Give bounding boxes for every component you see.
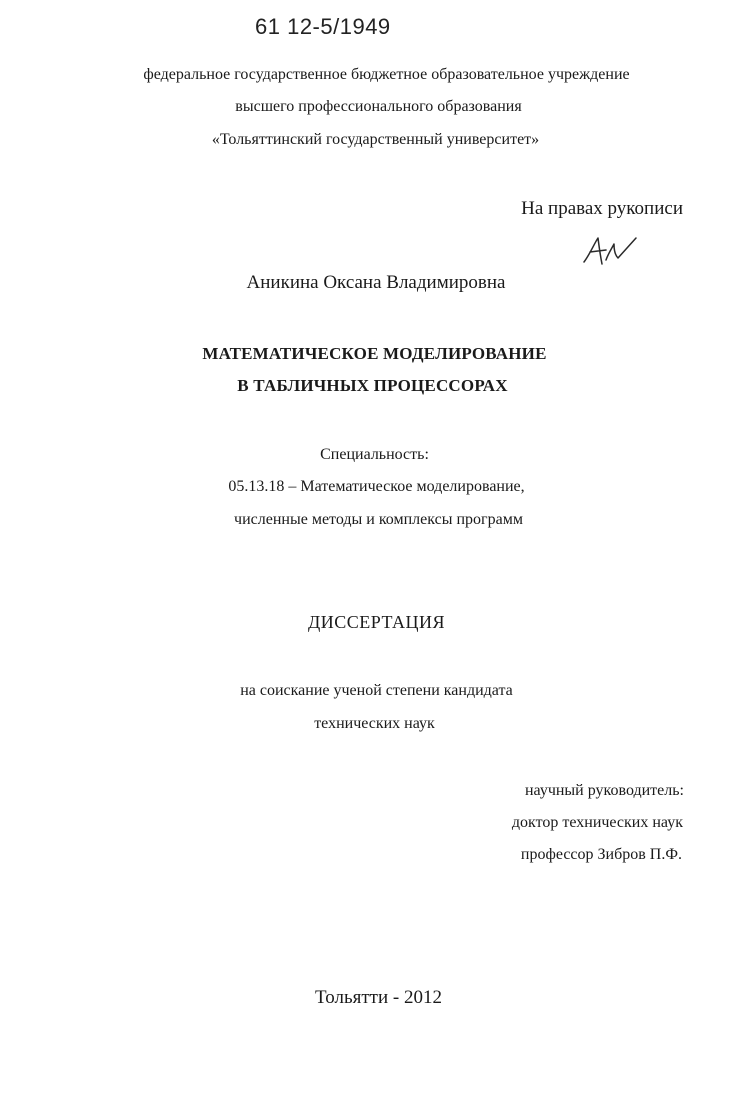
institution-line-1: федеральное государственное бюджетное образовательное учреждение xyxy=(143,66,630,83)
archive-code: 61 12-5/1949 xyxy=(255,14,391,39)
degree-line-1: на соискание ученой степени кандидата xyxy=(240,682,513,699)
institution-line-3: «Тольяттинский государственный университет» xyxy=(211,131,540,148)
specialty-label: Специальность: xyxy=(320,446,429,463)
specialty-line-1: 05.13.18 – Математическое моделирование, xyxy=(228,478,525,495)
title-line-2: В ТАБЛИЧНЫХ ПРОЦЕССОРАХ xyxy=(237,376,508,395)
supervisor-degree: доктор технических наук xyxy=(511,814,683,831)
city-year: Тольятти - 2012 xyxy=(315,987,442,1008)
supervisor-name: профессор Зибров П.Ф. xyxy=(520,846,682,863)
manuscript-note: На правах рукописи xyxy=(521,198,683,219)
document-type: ДИССЕРТАЦИЯ xyxy=(307,612,446,632)
specialty-line-2: численные методы и комплексы программ xyxy=(234,511,523,528)
author-name: Аникина Оксана Владимировна xyxy=(246,272,506,293)
handwritten-signature xyxy=(580,232,642,272)
title-line-1: МАТЕМАТИЧЕСКОЕ МОДЕЛИРОВАНИЕ xyxy=(202,344,547,363)
degree-line-2: технических наук xyxy=(314,715,435,732)
institution-line-2: высшего профессионального образования xyxy=(235,98,522,115)
supervisor-label: научный руководитель: xyxy=(524,782,684,799)
